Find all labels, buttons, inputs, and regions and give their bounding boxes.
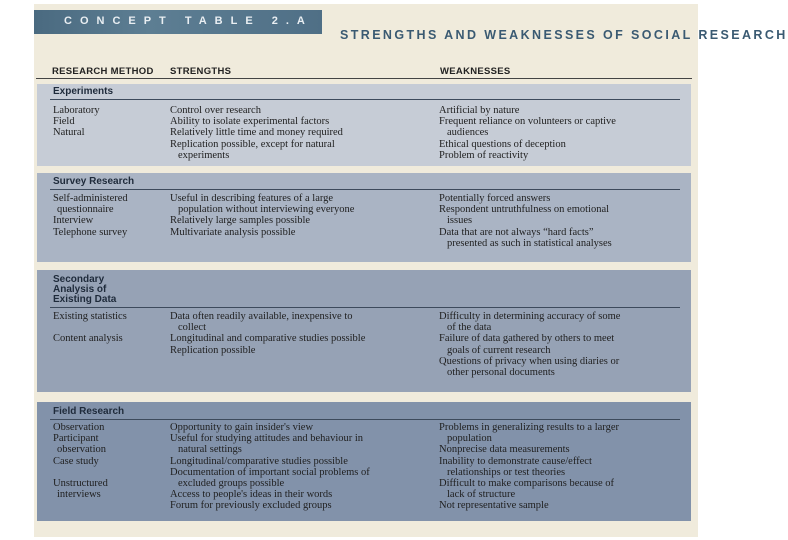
strength-line: Longitudinal/comparative studies possible: [170, 455, 348, 467]
section-field-research: [37, 402, 691, 521]
section-rule: [50, 307, 680, 308]
method-line: Laboratory: [53, 105, 100, 116]
section-experiments: [37, 84, 691, 166]
strength-line: Useful in describing features of a large: [170, 193, 334, 204]
section-title: Field Research: [53, 406, 125, 417]
strength-line: Access to people's ideas in their words: [170, 489, 333, 501]
weakness-line: Not representative sample: [439, 500, 549, 512]
section-survey-research: [37, 173, 691, 262]
header-weaknesses: WEAKNESSES: [440, 66, 511, 77]
method-line: Content analysis: [53, 333, 123, 345]
strength-line: Replication possible, except for natural: [170, 138, 335, 150]
strength-line: Documentation of important social problems of: [170, 466, 370, 478]
weakness-line: lack of structure: [447, 489, 516, 501]
strength-line: Relatively little time and money required: [170, 127, 343, 139]
strength-line: experiments: [178, 149, 230, 161]
header-strengths: STRENGTHS: [170, 66, 232, 77]
method-line: interviews: [57, 489, 101, 501]
weakness-line: relationships or test theories: [447, 466, 566, 478]
weakness-line: Ethical questions of deception: [439, 138, 566, 150]
section-secondary-analysis: [37, 270, 691, 392]
strength-line: Data often readily available, inexpensive to: [170, 311, 353, 322]
method-line: Self-administered: [53, 193, 128, 204]
strength-line: Replication possible: [170, 344, 256, 356]
strength-line: Useful for studying attitudes and behaviour in: [170, 433, 364, 445]
method-line: Participant: [53, 433, 99, 445]
strength-line: Relatively large samples possible: [170, 215, 311, 227]
section-rule: [50, 99, 680, 100]
weakness-line: Frequent reliance on volunteers or captive: [439, 116, 616, 128]
method-line: observation: [57, 444, 106, 456]
weakness-line: Artificial by nature: [439, 105, 520, 116]
weakness-line: Respondent untruthfulness on emotional: [439, 204, 610, 216]
weakness-line: audiences: [447, 127, 489, 139]
section-rule: [50, 189, 680, 190]
page-title: STRENGTHS AND WEAKNESSES OF SOCIAL RESEARCH: [340, 28, 788, 42]
weakness-line: Questions of privacy when using diaries or: [439, 355, 620, 367]
section-title: Existing Data: [53, 294, 117, 305]
strength-line: Control over research: [170, 105, 261, 116]
section-rule: [50, 419, 680, 420]
method-line: Field: [53, 116, 75, 128]
method-line: Interview: [53, 215, 94, 227]
strength-line: Ability to isolate experimental factors: [170, 116, 330, 128]
weakness-line: of the data: [447, 322, 492, 334]
strength-line: Multivariate analysis possible: [170, 226, 296, 238]
weakness-line: Inability to demonstrate cause/effect: [439, 455, 592, 467]
weakness-line: Difficulty in determining accuracy of some: [439, 311, 621, 322]
section-title: Survey Research: [53, 176, 135, 187]
section-title: Secondary: [53, 274, 105, 285]
method-line: Telephone survey: [53, 226, 128, 238]
method-line: questionnaire: [57, 204, 114, 216]
strength-line: Longitudinal and comparative studies possible: [170, 333, 366, 345]
weakness-line: Potentially forced answers: [439, 193, 551, 204]
header-rule: [36, 78, 692, 79]
method-line: Observation: [53, 422, 105, 433]
weakness-line: Nonprecise data measurements: [439, 444, 570, 456]
section-title: Experiments: [53, 86, 114, 97]
strength-line: population without interviewing everyone: [178, 204, 355, 216]
strength-line: excluded groups possible: [178, 478, 285, 489]
method-line: Case study: [53, 455, 99, 467]
weakness-line: population: [447, 433, 492, 445]
method-line: Unstructured: [53, 478, 108, 489]
weakness-line: presented as such in statistical analyses: [447, 237, 612, 249]
strength-line: Opportunity to gain insider's view: [170, 422, 314, 433]
weakness-line: Data that are not always “hard facts”: [439, 226, 594, 238]
header-research-method: RESEARCH METHOD: [52, 66, 154, 77]
concept-table-banner: [34, 10, 322, 34]
strength-line: collect: [178, 322, 206, 334]
weakness-line: Failure of data gathered by others to meet: [439, 333, 615, 345]
banner-label: CONCEPT TABLE 2.A: [64, 15, 313, 27]
weakness-line: Problems in generalizing results to a larger: [439, 422, 620, 433]
section-title: Analysis of: [53, 284, 107, 295]
weakness-line: Difficult to make comparisons because of: [439, 478, 615, 489]
strength-line: natural settings: [178, 444, 242, 456]
weakness-line: goals of current research: [447, 344, 551, 356]
method-line: Natural: [53, 127, 85, 139]
weakness-line: issues: [447, 215, 473, 227]
method-line: Existing statistics: [53, 311, 127, 322]
weakness-line: Problem of reactivity: [439, 149, 529, 161]
strength-line: Forum for previously excluded groups: [170, 500, 332, 512]
weakness-line: other personal documents: [447, 367, 555, 378]
